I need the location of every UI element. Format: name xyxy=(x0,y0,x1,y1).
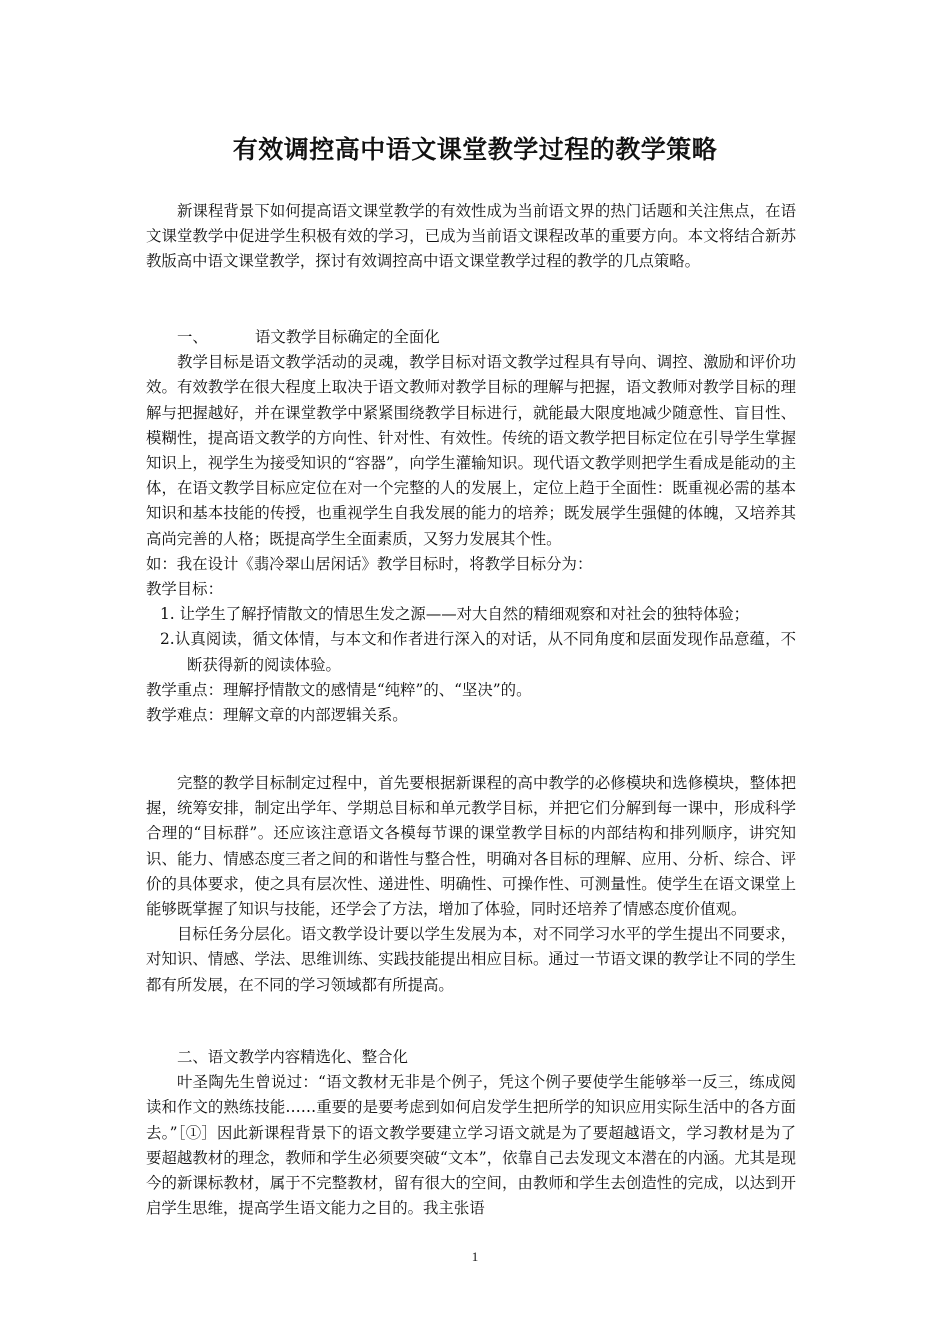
section-1-paragraph-3: 目标任务分层化。语文教学设计要以学生发展为本，对不同学习水平的学生提出不同要求，对知识、情感、学法、思维训练、实践技能提出相应目标。通过一节语文课的教学让不同的学生都有所发展，在不同的学习领域都有所提高。 xyxy=(146,925,796,994)
page-number: 1 xyxy=(471,1249,479,1264)
section-1 xyxy=(146,325,796,728)
intro-block xyxy=(146,199,796,275)
goal-item-1: 1. 让学生了解抒情散文的情思生发之源——对大自然的精细观察和对社会的独特体验； xyxy=(160,605,750,624)
goals-label: 教学目标： xyxy=(146,580,223,599)
example-line: 如：我在设计《翡冷翠山居闲话》教学目标时，将教学目标分为： xyxy=(146,554,593,573)
section-2-heading: 二、语文教学内容精选化、整合化 xyxy=(177,1048,408,1066)
goal-item-2: 2.认真阅读，循文体情，与本文和作者进行深入的对话，从不同角度和层面发现作品意蕴，不断获得新的阅读体验。 xyxy=(160,630,796,674)
section-1-paragraph-1: 教学目标是语文教学活动的灵魂，教学目标对语文教学过程具有导向、调控、激励和评价功效。有效教学在很大程度上取决于语文教师对教学目标的理解与把握，语文教师对教学目标的理解与把握越好，并在课堂教学中紧紧围绕教学目标进行，就能最大限度地减少随意性、盲目性、模糊性，提高语文教学的方向性、针对性、有效性。传统的语文教学把目标定位在引导学生掌握知识上，视学生为接受知识的“容器”，向学生灌输知识。现代语文教学则把学生看成是能动的主体，在语文教学目标应定位在对一个完整的人的发展上，定位上趋于全面性：既重视必需的基本知识和基本技能的传授，也重视学生自我发展的能力的培养；既发展学生强健的体魄，又培养其高尚完善的人格；既提高学生全面素质，又努力发展其个性。 xyxy=(146,353,796,548)
section-1-continued xyxy=(146,771,796,998)
difficulty-line: 教学难点：理解文章的内部逻辑关系。 xyxy=(146,706,408,725)
document-title: 有效调控高中语文课堂教学过程的教学策略 xyxy=(232,135,718,164)
section-1-number: 一、 xyxy=(177,328,208,346)
section-1-paragraph-2: 完整的教学目标制定过程中，首先要根据新课程的高中教学的必修模块和选修模块，整体把握，统筹安排，制定出学年、学期总目标和单元教学目标，并把它们分解到每一课中，形成科学合理的“目标群”。还应该注意语文各模每节课的课堂教学目标的内部结构和排列顺序，讲究知识、能力、情感态度三者之间的和谐性与整合性，明确对各目标的理解、应用、分析、综合、评价的具体要求，使之具有层次性、递进性、明确性、可操作性、可测量性。使学生在语文课堂上能够既掌握了知识与技能，还学会了方法，增加了体验，同时还培养了情感态度价值观。 xyxy=(146,774,796,919)
section-1-title: 语文教学目标确定的全面化 xyxy=(255,328,440,346)
key-point-line: 教学重点：理解抒情散文的感情是“纯粹”的、“坚决”的。 xyxy=(146,680,532,699)
section-1-heading xyxy=(146,325,796,350)
section-2-paragraph-1: 叶圣陶先生曾说过：“语文教材无非是个例子，凭这个例子要使学生能够举一反三，练成阅读和作文的熟练技能……重要的是要考虑到如何启发学生把所学的知识应用实际生活中的各方面去。”［①］因此新课程背景下的语文教学要建立学习语文就是为了要超越语文，学习教材是为了要超越教材的理念，教师和学生必须要突破“文本”，依靠自己去发现文本潜在的内涵。尤其是现今的新课标教材，属于不完整教材，留有很大的空间，由教师和学生去创造性的完成，以达到开启学生思维，提高学生语文能力之目的。我主张语 xyxy=(146,1073,796,1218)
intro-paragraph: 新课程背景下如何提高语文课堂教学的有效性成为当前语文界的热门话题和关注焦点，在语文课堂教学中促进学生积极有效的学习，已成为当前语文课程改革的重要方向。本文将结合新苏教版高中语文课堂教学，探讨有效调控高中语文课堂教学过程的教学的几点策略。 xyxy=(146,202,796,271)
section-2 xyxy=(146,1045,796,1221)
